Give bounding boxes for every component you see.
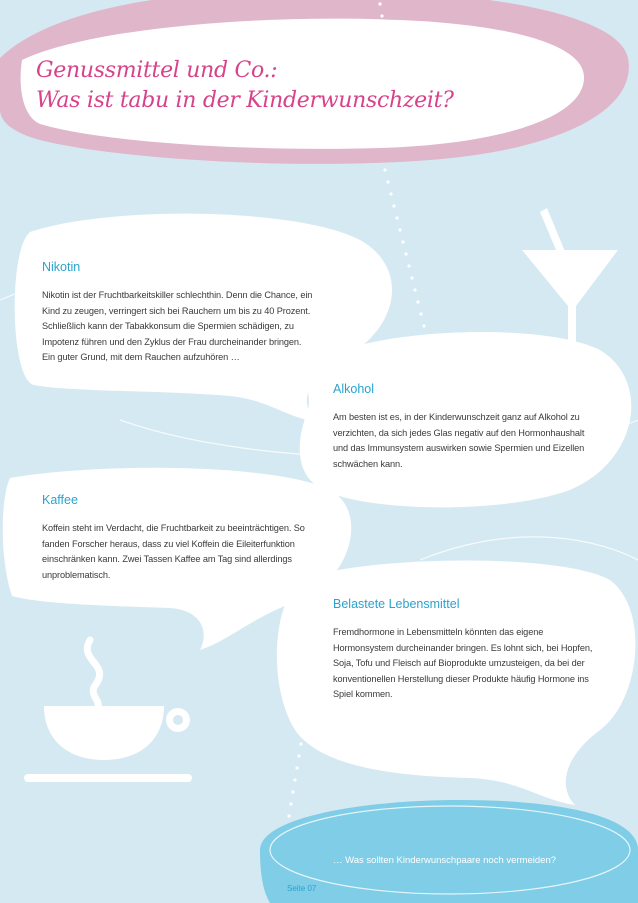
footer-bubble xyxy=(260,800,638,903)
section-lebensmittel xyxy=(333,597,595,703)
section-heading-nikotin: Nikotin xyxy=(42,260,81,274)
section-alkohol xyxy=(333,382,595,472)
section-text-alkohol: Am besten ist es, in der Kinderwunschzeit ganz auf Alkohol zu verzichten, da sich jedes Glas negativ auf den Hormonhaushalt und das Immunsystem auswirken sowie Spermien und Eizellen schwächen kann. xyxy=(333,412,585,469)
section-heading-kaffee: Kaffee xyxy=(42,493,78,507)
section-kaffee xyxy=(42,493,312,583)
page-number: Seite 07 xyxy=(287,884,317,893)
cocktail-glass-icon xyxy=(522,208,618,353)
section-text-lebensmittel: Fremdhormone in Lebensmitteln könnten das eigene Hormonsystem durcheinander bringen. Es lohnt sich, bei Hopfen, Soja, Tofu und Fleisch auf Bioprodukte umzusteigen, da bei der konventionellen Herstellung dieser Produkte häufig Hormone ins Spiel kommen. xyxy=(333,627,593,700)
title-line-2: Was ist tabu in der Kinderwunschzeit? xyxy=(36,88,454,113)
footer-question: … Was sollten Kinderwunschpaare noch vermeiden? xyxy=(333,855,557,866)
section-nikotin xyxy=(42,260,314,366)
page-title xyxy=(36,56,454,116)
section-heading-alkohol: Alkohol xyxy=(333,382,374,396)
steam-icon xyxy=(87,640,99,706)
section-text-nikotin: Nikotin ist der Fruchtbarkeitskiller schlechthin. Denn die Chance, ein Kind zu zeugen, verringert sich bei Rauchern um bis zu 40 Prozent. Schließlich kann der Tabakkonsum die Spermien schädigen, zu Impotenz führen und den Zyklus der Frau durcheinander bringen. Ein guter Grund, mit dem Rauchen aufzuhören … xyxy=(42,290,313,363)
section-heading-lebensmittel: Belastete Lebensmittel xyxy=(333,597,460,611)
section-text-kaffee: Koffein steht im Verdacht, die Fruchtbarkeit zu beeinträchtigen. So fanden Forscher heraus, dass zu viel Koffein die Eileiterfunktion einschränken kann. Zwei Tassen Kaffee am Tag sind allerdings unproblematisch. xyxy=(42,523,305,580)
coffee-cup-icon xyxy=(24,706,192,782)
title-line-1: Genussmittel und Co.: xyxy=(36,58,278,83)
